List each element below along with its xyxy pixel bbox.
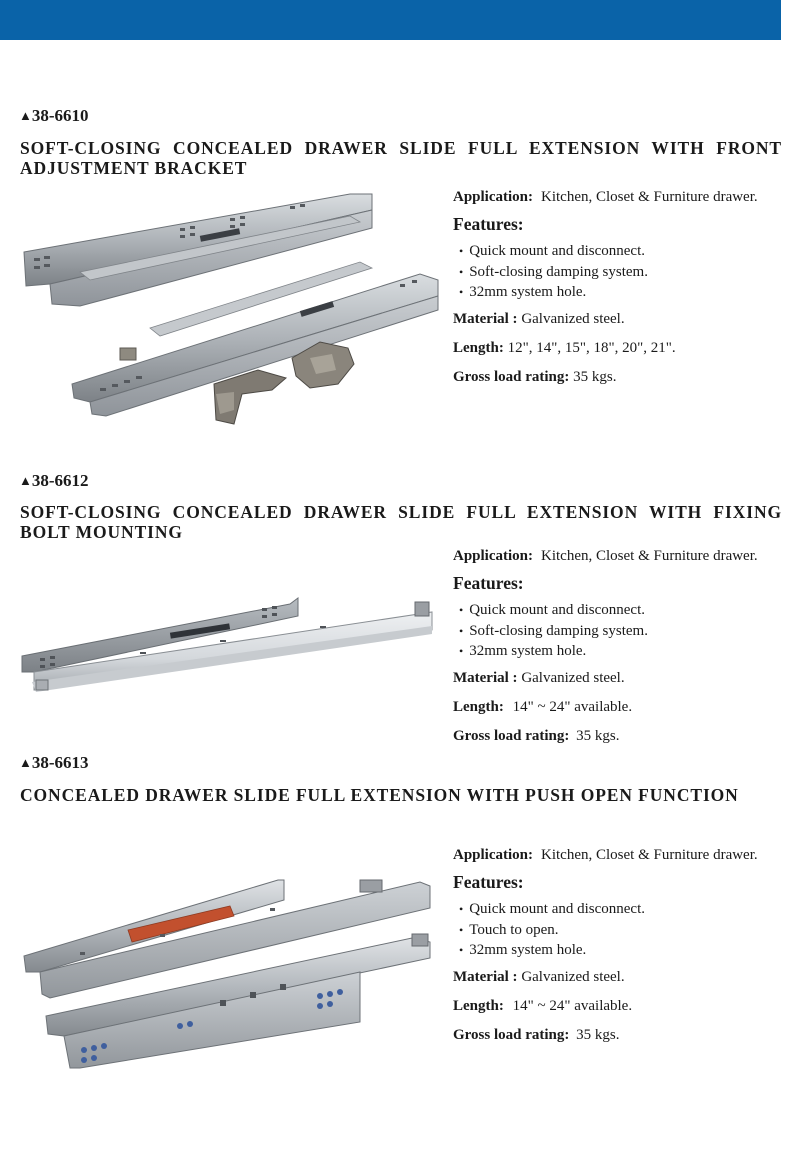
material-line: [453, 309, 783, 329]
product-title: SOFT-CLOSING CONCEALED DRAWER SLIDE FULL EXTENSION WITH FIXING BOLT MOUNTING: [20, 502, 782, 542]
product-specs: [453, 187, 783, 387]
gross-load-value: 35 kgs.: [576, 1026, 620, 1043]
product-code: ▲38-6612: [19, 471, 89, 490]
material-label: Material :: [453, 310, 518, 327]
feature-item: • Soft-closing damping system.: [459, 262, 783, 283]
features-heading: Features:: [453, 214, 524, 234]
feature-item: • 32mm system hole.: [459, 282, 783, 303]
application-label: Application:: [453, 548, 534, 564]
triangle-icon: ▲: [19, 108, 32, 123]
product-code: ▲38-6610: [19, 106, 89, 125]
feature-item: • Quick mount and disconnect.: [459, 241, 783, 262]
triangle-icon: ▲: [19, 473, 32, 488]
features-list: [453, 241, 783, 303]
length-value: 14" ~ 24" available.: [512, 997, 633, 1014]
features-heading: Features:: [453, 872, 524, 892]
application-value: Kitchen, Closet & Furniture drawer.: [541, 189, 758, 205]
gross-load-label: Gross load rating:: [453, 727, 570, 744]
feature-item: • Soft-closing damping system.: [459, 621, 783, 642]
length-label: Length:: [453, 339, 504, 356]
application-label: Application:: [453, 847, 534, 863]
gross-load-value: 35 kgs.: [573, 368, 617, 385]
material-label: Material :: [453, 669, 518, 686]
material-label: Material :: [453, 968, 518, 985]
application-value: Kitchen, Closet & Furniture drawer.: [541, 548, 758, 564]
header-bar: [0, 0, 781, 40]
length-line: [453, 697, 783, 717]
length-value: 12", 14", 15", 18", 20", 21".: [507, 339, 676, 356]
material-value: Galvanized steel.: [521, 310, 625, 327]
features-list: [453, 600, 783, 662]
length-value: 14" ~ 24" available.: [512, 698, 633, 715]
feature-item: • 32mm system hole.: [459, 641, 783, 662]
product-title: SOFT-CLOSING CONCEALED DRAWER SLIDE FULL EXTENSION WITH FRONT ADJUSTMENT BRACKET: [20, 138, 782, 178]
feature-item: • Touch to open.: [459, 920, 783, 941]
drawer-slide-photo: [20, 872, 440, 1072]
product-code: ▲38-6613: [19, 753, 89, 772]
triangle-icon: ▲: [19, 755, 32, 770]
drawer-slide-photo: [20, 188, 440, 443]
length-line: [453, 996, 783, 1016]
features-list: [453, 899, 783, 961]
application-value: Kitchen, Closet & Furniture drawer.: [541, 847, 758, 863]
gross-load-line: [453, 726, 783, 746]
application-row: [453, 187, 783, 207]
length-label: Length:: [453, 997, 504, 1014]
gross-load-label: Gross load rating:: [453, 368, 570, 385]
feature-item: • Quick mount and disconnect.: [459, 899, 783, 920]
gross-load-label: Gross load rating:: [453, 1026, 570, 1043]
feature-item: • 32mm system hole.: [459, 940, 783, 961]
features-heading: Features:: [453, 573, 524, 593]
product-specs: [453, 546, 783, 746]
gross-load-line: [453, 1025, 783, 1045]
gross-load-value: 35 kgs.: [576, 727, 620, 744]
application-row: [453, 845, 783, 865]
application-label: Application:: [453, 189, 534, 205]
material-line: [453, 967, 783, 987]
product-title: CONCEALED DRAWER SLIDE FULL EXTENSION WITH PUSH OPEN FUNCTION: [20, 785, 739, 805]
gross-load-line: [453, 367, 783, 387]
material-value: Galvanized steel.: [521, 669, 625, 686]
length-label: Length:: [453, 698, 504, 715]
drawer-slide-photo: [20, 592, 440, 702]
length-line: [453, 338, 783, 358]
product-specs: [453, 845, 783, 1045]
material-line: [453, 668, 783, 688]
application-row: [453, 546, 783, 566]
feature-item: • Quick mount and disconnect.: [459, 600, 783, 621]
material-value: Galvanized steel.: [521, 968, 625, 985]
